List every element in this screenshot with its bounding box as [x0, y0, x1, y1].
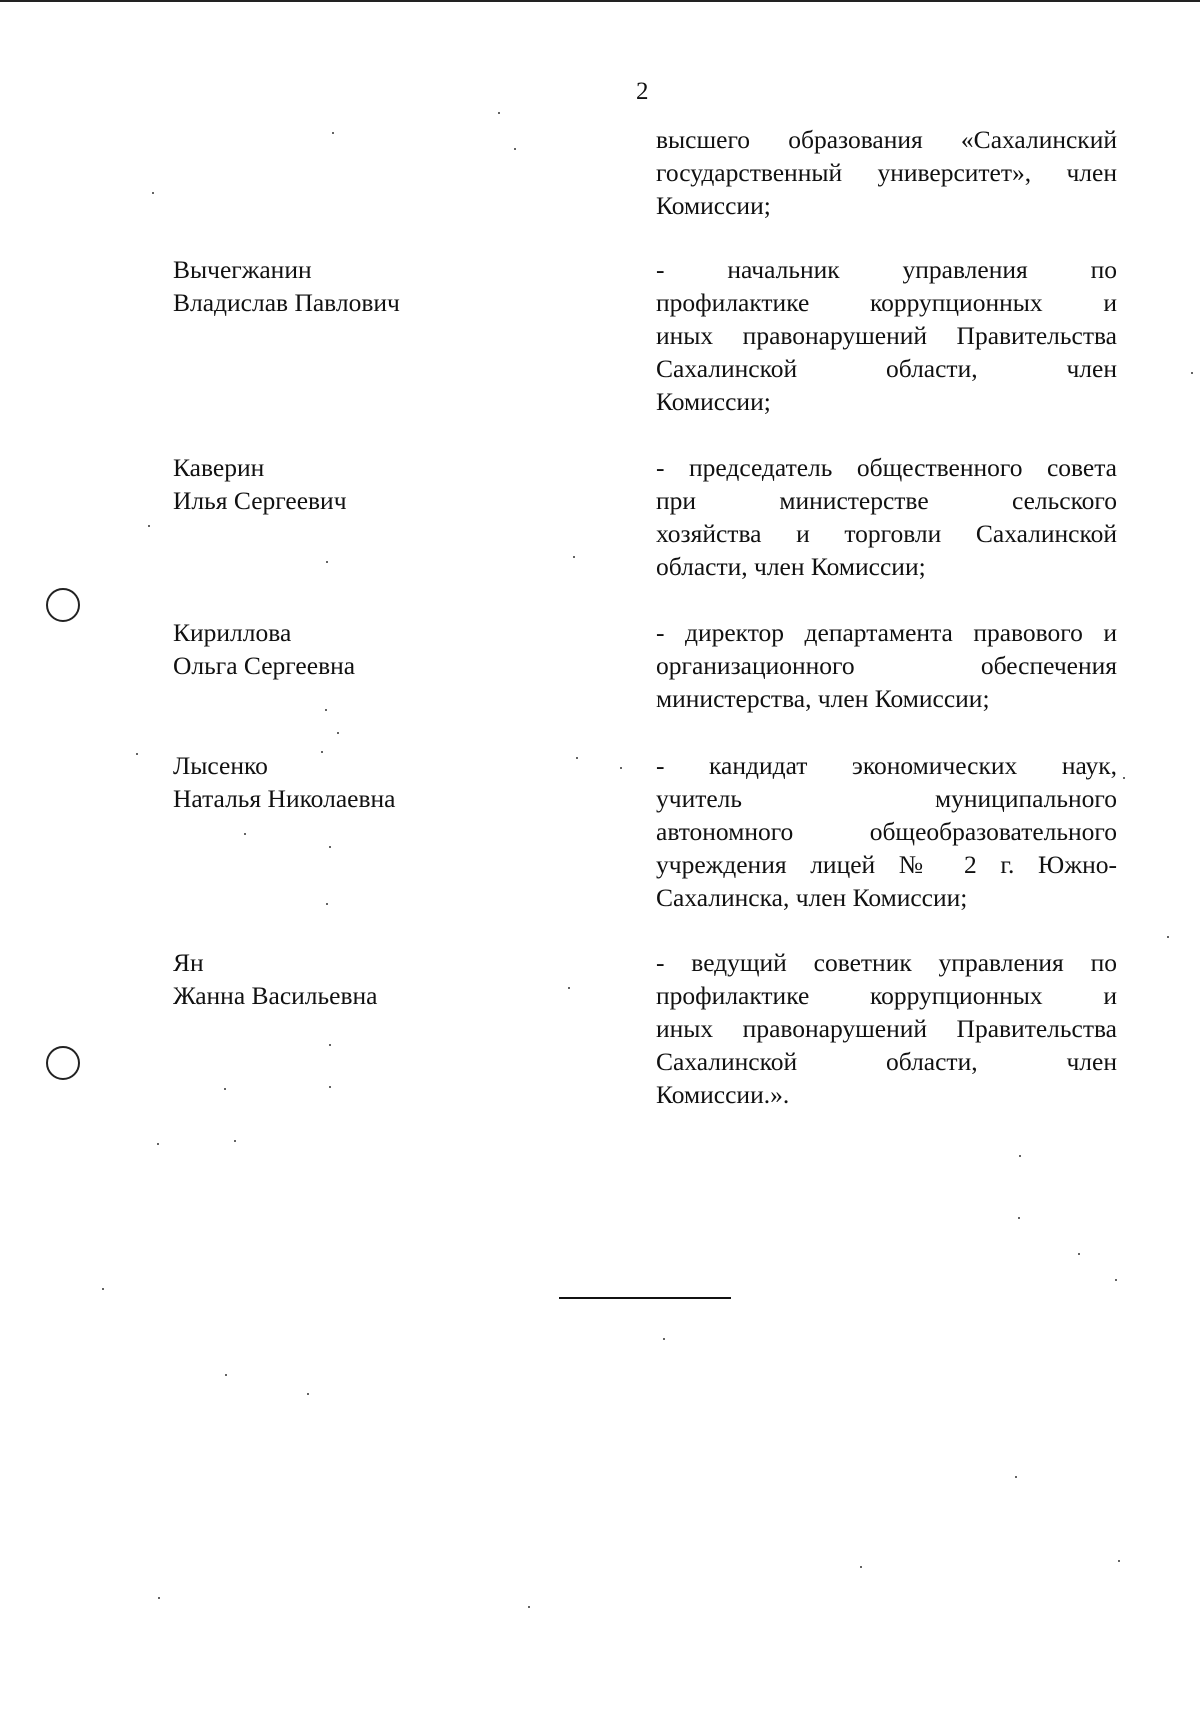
description-line: министерства, член Комиссии; — [656, 684, 990, 713]
member-description-4 — [656, 749, 1117, 914]
punch-hole-mark — [46, 1046, 80, 1080]
description-line: Сахалинской области, член — [656, 354, 1117, 383]
scan-speck — [157, 1143, 159, 1145]
description-line: профилактике коррупционных и — [656, 981, 1117, 1010]
description-line: Комиссии.». — [656, 1080, 790, 1109]
scan-speck — [576, 757, 578, 759]
member-given-names: Ольга Сергеевна — [173, 651, 356, 680]
member-name-5 — [173, 946, 378, 1012]
member-given-names: Илья Сергеевич — [173, 486, 347, 515]
description-line: области, член Комиссии; — [656, 552, 926, 581]
member-name-1 — [173, 253, 400, 319]
scan-speck — [148, 525, 150, 527]
scan-speck — [1115, 1279, 1117, 1281]
description-line: иных правонарушений Правительства — [656, 1014, 1117, 1043]
description-line: государственный университет», член — [656, 158, 1117, 187]
scan-speck — [332, 132, 334, 134]
scan-speck — [325, 709, 327, 711]
scan-speck — [329, 846, 331, 848]
scan-speck — [307, 1393, 309, 1395]
member-surname: Ян — [173, 948, 204, 977]
description-line: организационного обеспечения — [656, 651, 1117, 680]
description-line: - директор департамента правового и — [656, 618, 1117, 647]
scan-speck — [860, 1566, 862, 1568]
description-line: - кандидат экономических наук, — [656, 751, 1117, 780]
scan-speck — [514, 148, 516, 150]
scan-speck — [663, 1338, 665, 1340]
description-line: Сахалинска, член Комиссии; — [656, 883, 968, 912]
punch-hole-mark — [46, 588, 80, 622]
scan-speck — [329, 1044, 331, 1046]
member-name-3 — [173, 616, 355, 682]
member-surname: Вычегжанин — [173, 255, 312, 284]
member-surname: Лысенко — [173, 751, 268, 780]
description-line: учитель муниципального — [656, 784, 1117, 813]
description-line: - ведущий советник управления по — [656, 948, 1117, 977]
description-line: Комиссии; — [656, 191, 771, 220]
scan-speck — [234, 1140, 236, 1142]
scan-speck — [337, 732, 339, 734]
scan-speck — [321, 751, 323, 753]
member-description-1 — [656, 253, 1117, 418]
member-surname: Каверин — [173, 453, 265, 482]
description-line: при министерстве сельского — [656, 486, 1117, 515]
description-line: - начальник управления по — [656, 255, 1117, 284]
description-line: хозяйства и торговли Сахалинской — [656, 519, 1117, 548]
description-line: Комиссии; — [656, 387, 771, 416]
member-surname: Кириллова — [173, 618, 292, 647]
scan-speck — [224, 1088, 226, 1090]
scan-speck — [225, 1374, 227, 1376]
scan-speck — [329, 1086, 331, 1088]
scan-speck — [158, 1597, 160, 1599]
scan-speck — [1123, 777, 1125, 779]
scan-speck — [244, 833, 246, 835]
description-line: автономного общеобразовательного — [656, 817, 1117, 846]
member-description-3 — [656, 616, 1117, 715]
scan-speck — [498, 112, 500, 114]
scan-speck — [1191, 372, 1193, 374]
scan-speck — [1015, 1476, 1017, 1478]
scan-speck — [573, 556, 575, 558]
closing-rule — [559, 1297, 731, 1299]
scan-speck — [152, 192, 154, 194]
description-line: высшего образования «Сахалинский — [656, 125, 1117, 154]
description-line: иных правонарушений Правительства — [656, 321, 1117, 350]
scan-speck — [326, 903, 328, 905]
top-border-line — [0, 0, 1200, 2]
member-description-2 — [656, 451, 1117, 583]
scan-speck — [620, 767, 622, 769]
scan-speck — [1019, 1155, 1021, 1157]
description-line: профилактике коррупционных и — [656, 288, 1117, 317]
scan-speck — [102, 1288, 104, 1290]
member-description-0 — [656, 123, 1117, 222]
scan-speck — [1018, 1217, 1020, 1219]
scan-speck — [1167, 936, 1169, 938]
member-given-names: Владислав Павлович — [173, 288, 400, 317]
scan-speck — [326, 561, 328, 563]
member-given-names: Жанна Васильевна — [173, 981, 378, 1010]
scan-speck — [1078, 1253, 1080, 1255]
page-number: 2 — [636, 78, 649, 105]
description-line: учреждения лицей № 2 г. Южно- — [656, 850, 1117, 879]
scan-speck — [1118, 1560, 1120, 1562]
scan-speck — [528, 1606, 530, 1608]
member-description-5 — [656, 946, 1117, 1111]
member-given-names: Наталья Николаевна — [173, 784, 396, 813]
member-name-4 — [173, 749, 395, 815]
description-line: - председатель общественного совета — [656, 453, 1117, 482]
scan-speck — [568, 987, 570, 989]
description-line: Сахалинской области, член — [656, 1047, 1117, 1076]
member-name-2 — [173, 451, 347, 517]
scan-speck — [136, 753, 138, 755]
